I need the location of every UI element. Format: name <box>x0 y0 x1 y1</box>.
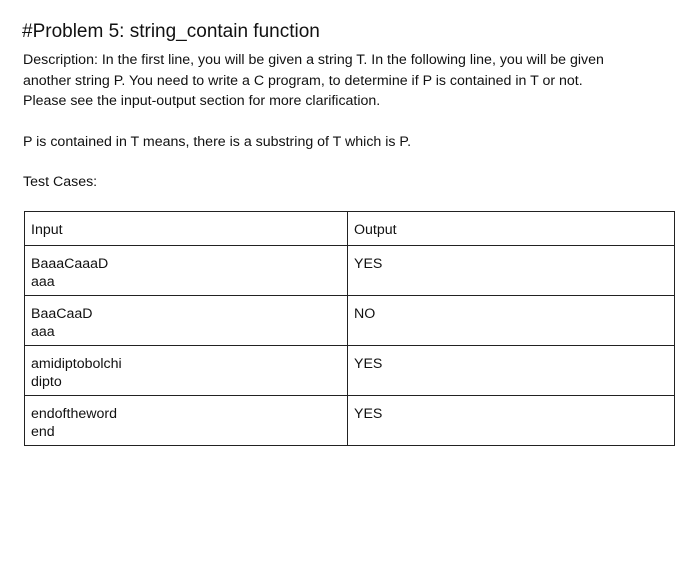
problem-title: #Problem 5: string_contain function <box>22 21 320 42</box>
output-cell: NO <box>348 296 675 346</box>
test-cases-table <box>24 211 675 446</box>
description-line: Description: In the first line, you will be given a string T. In the following line, you will be given <box>23 52 604 68</box>
input-cell <box>25 346 348 396</box>
input-text-p: aaa <box>31 274 55 290</box>
header-output: Output <box>348 212 675 246</box>
input-text-t: BaaaCaaaD <box>31 256 109 272</box>
description-line: Please see the input-output section for more clarification. <box>23 93 381 109</box>
input-text-p: dipto <box>31 374 62 390</box>
output-cell: YES <box>348 346 675 396</box>
input-text-p: end <box>31 424 55 440</box>
table-row <box>25 296 675 346</box>
input-text-t: endoftheword <box>31 406 117 422</box>
table-row <box>25 396 675 446</box>
input-text-t: BaaCaaD <box>31 306 93 322</box>
input-text-p: aaa <box>31 324 55 340</box>
input-cell <box>25 296 348 346</box>
output-cell: YES <box>348 396 675 446</box>
table-row <box>25 346 675 396</box>
input-text-t: amidiptobolchi <box>31 356 122 372</box>
table-header-row <box>25 212 675 246</box>
problem-description <box>23 50 683 112</box>
test-cases-label: Test Cases: <box>23 174 98 190</box>
output-cell: YES <box>348 246 675 296</box>
input-cell <box>25 396 348 446</box>
input-cell <box>25 246 348 296</box>
containment-note: P is contained in T means, there is a substring of T which is P. <box>23 134 412 150</box>
header-input: Input <box>25 212 348 246</box>
description-line: another string P. You need to write a C program, to determine if P is contained in T or not. <box>23 72 583 89</box>
table-row <box>25 246 675 296</box>
